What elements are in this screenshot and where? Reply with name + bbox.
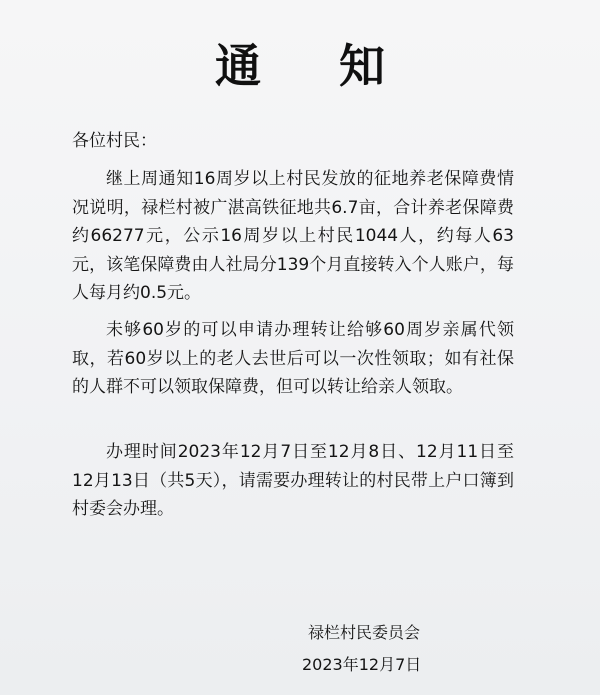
signature-date: 2023年12月7日	[302, 655, 422, 674]
notice-title: 通知	[215, 39, 463, 93]
notice-paragraph-2: 未够60岁的可以申请办理转让给够60周岁亲属代领取，若60岁以上的老人去世后可以一次性领取；如有社保的人群不可以领取保障费，但可以转让给亲人领取。	[72, 320, 514, 397]
notice-paragraph-3: 办理时间2023年12月7日至12月8日、12月11日至12月13日（共5天），请需要办理转让的村民带上户口簿到村委会办理。	[72, 442, 514, 519]
signature-organization: 禄栏村民委员会	[308, 623, 421, 642]
salutation: 各位村民：	[72, 131, 157, 151]
notice-paragraph-1: 继上周通知16周岁以上村民发放的征地养老保障费情况说明，禄栏村被广湛高铁征地共6.7亩，合计养老保障费约66277元，公示16周岁以上村民1044人，约每人63元，该笔保障费由人社局分139个月直接转入个人账户，每人每月约0.5元。	[72, 169, 514, 303]
